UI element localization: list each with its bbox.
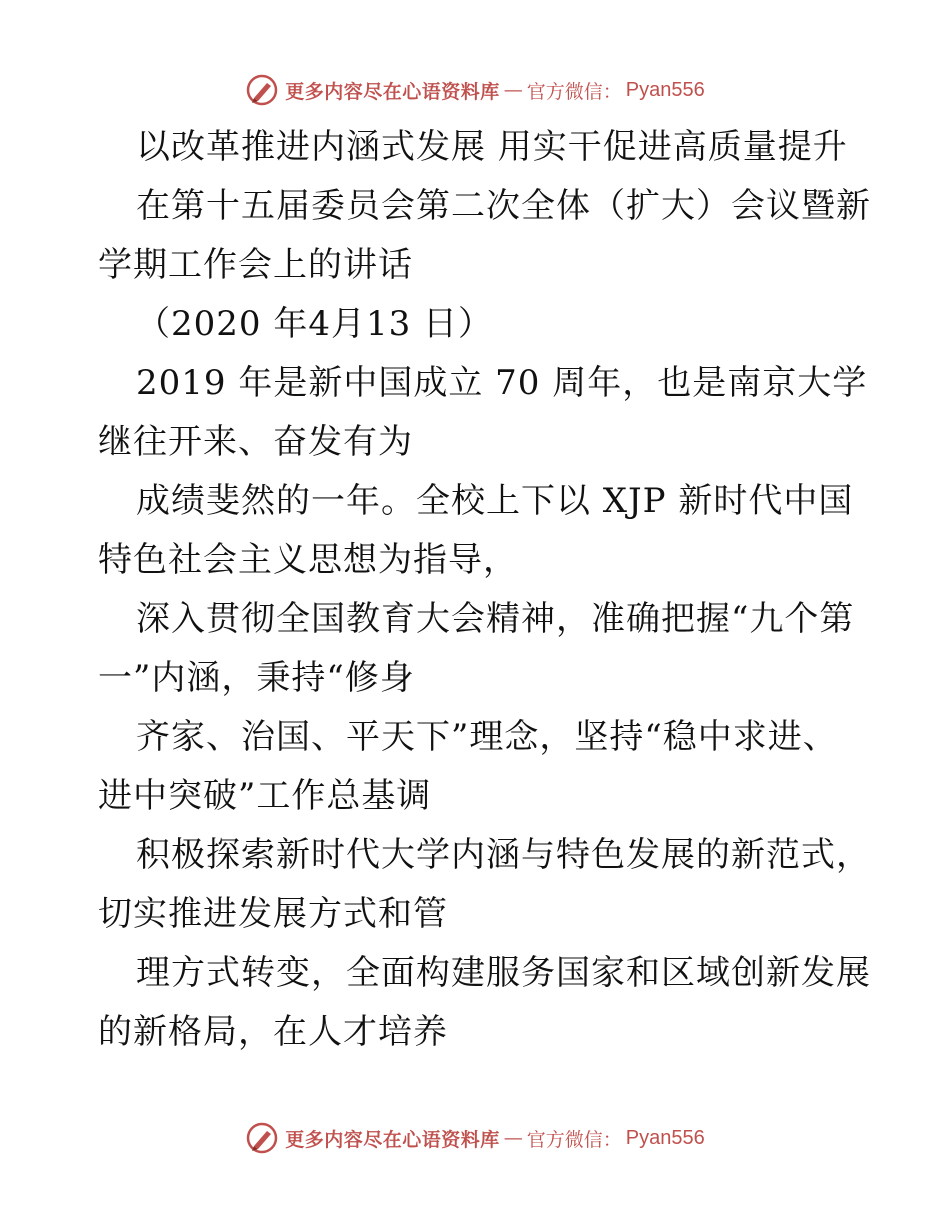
text-line: 特色社会主义思想为指导， bbox=[98, 540, 518, 580]
text-line: 在第十五届委员会第二次全体（扩大）会议暨新 bbox=[136, 186, 871, 226]
banner-official-label: 官方微信： bbox=[526, 80, 622, 103]
banner-wechat-id: Pyan556 bbox=[625, 1126, 705, 1149]
text-line: 成绩斐然的一年。全校上下以 XJP 新时代中国 bbox=[136, 481, 854, 521]
document-body bbox=[98, 118, 871, 1062]
text-line: 的新格局，在人才培养 bbox=[98, 1012, 448, 1052]
text-line: 继往开来、奋发有为 bbox=[98, 422, 413, 462]
text-line: 齐家、治国、平天下”理念，坚持“稳中求进、 bbox=[136, 717, 838, 757]
pen-logo-icon bbox=[245, 73, 279, 107]
banner-wechat-id: Pyan556 bbox=[625, 78, 705, 101]
banner-official-label: 官方微信： bbox=[526, 1128, 622, 1151]
text-line: 以改革推进内涵式发展 用实干促进高质量提升 bbox=[136, 127, 848, 167]
text-line: 理方式转变，全面构建服务国家和区域创新发展 bbox=[136, 953, 871, 993]
text-line: 进中突破”工作总基调 bbox=[98, 776, 432, 816]
banner-text: 更多内容尽在心语资料库 bbox=[285, 1128, 500, 1151]
banner-separator: — bbox=[503, 79, 523, 101]
text-line: 学期工作会上的讲话 bbox=[98, 245, 413, 285]
header-banner bbox=[0, 70, 950, 110]
text-line: （2020 年4月13 日） bbox=[136, 304, 494, 344]
text-line: 一”内涵，秉持“修身 bbox=[98, 658, 415, 698]
banner-separator: — bbox=[503, 1127, 523, 1149]
banner-text: 更多内容尽在心语资料库 bbox=[285, 80, 500, 103]
text-line: 深入贯彻全国教育大会精神，准确把握“九个第 bbox=[136, 599, 855, 639]
text-line: 切实推进发展方式和管 bbox=[98, 894, 448, 934]
text-line: 2019 年是新中国成立 70 周年，也是南京大学 bbox=[136, 363, 868, 403]
footer-banner bbox=[0, 1118, 950, 1158]
pen-logo-icon bbox=[245, 1121, 279, 1155]
text-line: 积极探索新时代大学内涵与特色发展的新范式， bbox=[136, 835, 871, 875]
